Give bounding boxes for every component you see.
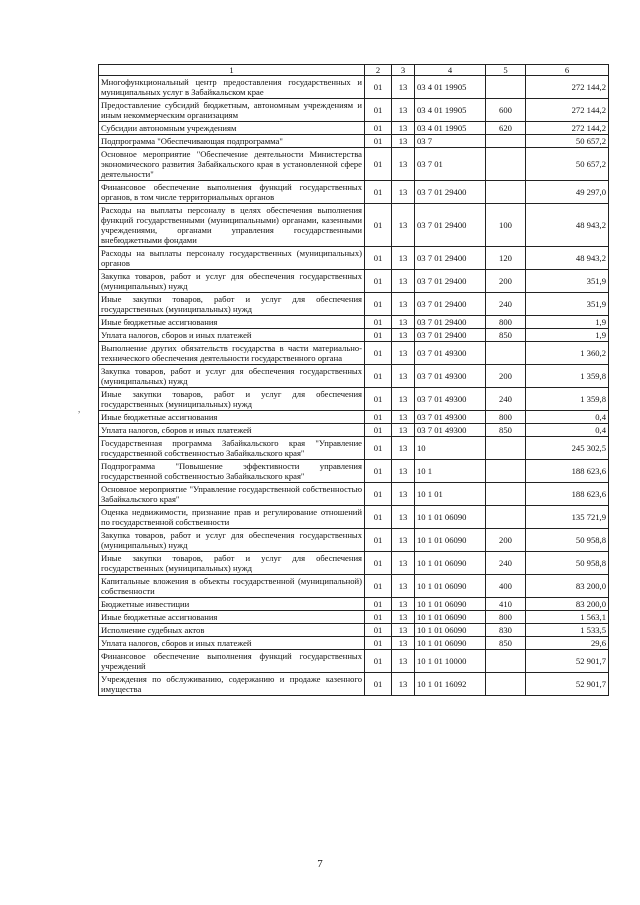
row-code-cell: 03 4 01 19905 bbox=[415, 99, 486, 122]
row-amount-cell: 50 958,8 bbox=[526, 529, 609, 552]
table-row bbox=[99, 437, 609, 460]
row-type-cell: 850 bbox=[486, 424, 526, 437]
row-code-cell: 10 1 bbox=[415, 460, 486, 483]
row-section-cell: 01 bbox=[365, 99, 392, 122]
row-subsection-cell: 13 bbox=[392, 460, 415, 483]
row-subsection-cell: 13 bbox=[392, 483, 415, 506]
table-row bbox=[99, 411, 609, 424]
row-code-cell: 03 7 01 49300 bbox=[415, 424, 486, 437]
row-amount-cell: 52 901,7 bbox=[526, 650, 609, 673]
row-subsection-cell: 13 bbox=[392, 99, 415, 122]
table-row bbox=[99, 293, 609, 316]
row-name-cell: Многофункциональный центр предоставления государственных и муниципальных услуг в Забайкальском крае bbox=[99, 76, 365, 99]
row-subsection-cell: 13 bbox=[392, 293, 415, 316]
row-amount-cell: 48 943,2 bbox=[526, 247, 609, 270]
row-subsection-cell: 13 bbox=[392, 388, 415, 411]
table-header-row bbox=[99, 65, 609, 76]
row-amount-cell: 1 563,1 bbox=[526, 611, 609, 624]
row-name-cell: Выполнение других обязательств государства в части материально-технического обеспечения деятельности государственного органа bbox=[99, 342, 365, 365]
row-code-cell: 10 bbox=[415, 437, 486, 460]
row-section-cell: 01 bbox=[365, 365, 392, 388]
row-subsection-cell: 13 bbox=[392, 575, 415, 598]
row-type-cell: 600 bbox=[486, 99, 526, 122]
row-type-cell: 850 bbox=[486, 637, 526, 650]
table-body bbox=[99, 76, 609, 696]
row-section-cell: 01 bbox=[365, 329, 392, 342]
row-section-cell: 01 bbox=[365, 122, 392, 135]
row-type-cell: 120 bbox=[486, 247, 526, 270]
row-section-cell: 01 bbox=[365, 76, 392, 99]
page-number: 7 bbox=[317, 858, 323, 870]
row-name-cell: Иные закупки товаров, работ и услуг для обеспечения государственных (муниципальных) нужд bbox=[99, 552, 365, 575]
row-name-cell: Основное мероприятие "Управление государственной собственностью Забайкальского края" bbox=[99, 483, 365, 506]
row-subsection-cell: 13 bbox=[392, 411, 415, 424]
row-subsection-cell: 13 bbox=[392, 637, 415, 650]
row-type-cell bbox=[486, 148, 526, 181]
table-row bbox=[99, 506, 609, 529]
row-name-cell: Оценка недвижимости, признание прав и регулирование отношений по государственной собственности bbox=[99, 506, 365, 529]
row-subsection-cell: 13 bbox=[392, 624, 415, 637]
table-row bbox=[99, 270, 609, 293]
row-type-cell: 200 bbox=[486, 270, 526, 293]
row-amount-cell: 50 958,8 bbox=[526, 552, 609, 575]
table-row bbox=[99, 650, 609, 673]
row-code-cell: 10 1 01 bbox=[415, 483, 486, 506]
row-amount-cell: 0,4 bbox=[526, 424, 609, 437]
table-row bbox=[99, 135, 609, 148]
table-row bbox=[99, 122, 609, 135]
row-section-cell: 01 bbox=[365, 148, 392, 181]
table-row bbox=[99, 204, 609, 247]
row-code-cell: 03 4 01 19905 bbox=[415, 76, 486, 99]
table-row bbox=[99, 598, 609, 611]
row-code-cell: 03 7 01 49300 bbox=[415, 365, 486, 388]
row-section-cell: 01 bbox=[365, 575, 392, 598]
row-type-cell bbox=[486, 135, 526, 148]
row-amount-cell: 52 901,7 bbox=[526, 673, 609, 696]
row-section-cell: 01 bbox=[365, 460, 392, 483]
row-subsection-cell: 13 bbox=[392, 424, 415, 437]
row-type-cell: 400 bbox=[486, 575, 526, 598]
row-amount-cell: 29,6 bbox=[526, 637, 609, 650]
row-name-cell: Иные закупки товаров, работ и услуг для обеспечения государственных (муниципальных) нужд bbox=[99, 293, 365, 316]
row-subsection-cell: 13 bbox=[392, 552, 415, 575]
row-amount-cell: 135 721,9 bbox=[526, 506, 609, 529]
row-section-cell: 01 bbox=[365, 624, 392, 637]
row-amount-cell: 188 623,6 bbox=[526, 483, 609, 506]
row-amount-cell: 83 200,0 bbox=[526, 598, 609, 611]
row-section-cell: 01 bbox=[365, 316, 392, 329]
row-code-cell: 10 1 01 06090 bbox=[415, 506, 486, 529]
row-code-cell: 10 1 01 06090 bbox=[415, 637, 486, 650]
row-subsection-cell: 13 bbox=[392, 650, 415, 673]
table-row bbox=[99, 460, 609, 483]
row-code-cell: 10 1 01 06090 bbox=[415, 529, 486, 552]
row-subsection-cell: 13 bbox=[392, 342, 415, 365]
row-code-cell: 10 1 01 06090 bbox=[415, 624, 486, 637]
row-name-cell: Иные закупки товаров, работ и услуг для обеспечения государственных (муниципальных) нужд bbox=[99, 388, 365, 411]
stray-pen-mark: , bbox=[78, 404, 81, 414]
row-subsection-cell: 13 bbox=[392, 673, 415, 696]
row-amount-cell: 245 302,5 bbox=[526, 437, 609, 460]
row-code-cell: 03 7 01 29400 bbox=[415, 316, 486, 329]
row-name-cell: Уплата налогов, сборов и иных платежей bbox=[99, 424, 365, 437]
header-cell: 5 bbox=[486, 65, 526, 76]
row-type-cell: 240 bbox=[486, 552, 526, 575]
row-section-cell: 01 bbox=[365, 342, 392, 365]
table-row bbox=[99, 552, 609, 575]
row-type-cell: 200 bbox=[486, 365, 526, 388]
row-name-cell: Подпрограмма "Обеспечивающая подпрограмма" bbox=[99, 135, 365, 148]
row-amount-cell: 1 533,5 bbox=[526, 624, 609, 637]
budget-table bbox=[98, 64, 609, 696]
table-row bbox=[99, 76, 609, 99]
row-section-cell: 01 bbox=[365, 598, 392, 611]
row-subsection-cell: 13 bbox=[392, 148, 415, 181]
row-amount-cell: 1,9 bbox=[526, 329, 609, 342]
row-subsection-cell: 13 bbox=[392, 437, 415, 460]
row-section-cell: 01 bbox=[365, 411, 392, 424]
row-subsection-cell: 13 bbox=[392, 270, 415, 293]
row-type-cell: 850 bbox=[486, 329, 526, 342]
row-section-cell: 01 bbox=[365, 611, 392, 624]
table-row bbox=[99, 316, 609, 329]
row-code-cell: 03 4 01 19905 bbox=[415, 122, 486, 135]
row-name-cell: Расходы на выплаты персоналу в целях обеспечения выполнения функций государственными (муниципальными) органами, казенными учреждениями, органами управления государственными внебюджетными фондами bbox=[99, 204, 365, 247]
row-type-cell: 240 bbox=[486, 293, 526, 316]
row-amount-cell: 351,9 bbox=[526, 270, 609, 293]
row-type-cell bbox=[486, 342, 526, 365]
table-row bbox=[99, 342, 609, 365]
row-type-cell bbox=[486, 460, 526, 483]
row-section-cell: 01 bbox=[365, 552, 392, 575]
row-type-cell: 800 bbox=[486, 316, 526, 329]
header-cell: 2 bbox=[365, 65, 392, 76]
row-name-cell: Расходы на выплаты персоналу государственных (муниципальных) органов bbox=[99, 247, 365, 270]
row-section-cell: 01 bbox=[365, 388, 392, 411]
row-amount-cell: 272 144,2 bbox=[526, 99, 609, 122]
row-name-cell: Финансовое обеспечение выполнения функций государственных органов, в том числе территориальных органов bbox=[99, 181, 365, 204]
row-type-cell bbox=[486, 437, 526, 460]
row-section-cell: 01 bbox=[365, 483, 392, 506]
row-name-cell: Государственная программа Забайкальского края "Управление государственной собственностью Забайкальского края" bbox=[99, 437, 365, 460]
row-code-cell: 03 7 01 49300 bbox=[415, 388, 486, 411]
row-section-cell: 01 bbox=[365, 437, 392, 460]
row-type-cell bbox=[486, 181, 526, 204]
row-amount-cell: 351,9 bbox=[526, 293, 609, 316]
row-section-cell: 01 bbox=[365, 424, 392, 437]
row-name-cell: Иные бюджетные ассигнования bbox=[99, 316, 365, 329]
row-code-cell: 03 7 01 49300 bbox=[415, 411, 486, 424]
table-row bbox=[99, 611, 609, 624]
row-section-cell: 01 bbox=[365, 270, 392, 293]
row-section-cell: 01 bbox=[365, 135, 392, 148]
row-section-cell: 01 bbox=[365, 650, 392, 673]
row-name-cell: Исполнение судебных актов bbox=[99, 624, 365, 637]
row-name-cell: Субсидии автономным учреждениям bbox=[99, 122, 365, 135]
row-type-cell bbox=[486, 76, 526, 99]
table-row bbox=[99, 624, 609, 637]
row-section-cell: 01 bbox=[365, 247, 392, 270]
row-subsection-cell: 13 bbox=[392, 329, 415, 342]
row-name-cell: Иные бюджетные ассигнования bbox=[99, 411, 365, 424]
row-name-cell: Бюджетные инвестиции bbox=[99, 598, 365, 611]
row-type-cell: 800 bbox=[486, 411, 526, 424]
row-subsection-cell: 13 bbox=[392, 598, 415, 611]
row-name-cell: Предоставление субсидий бюджетным, автономным учреждениям и иным некоммерческим организациям bbox=[99, 99, 365, 122]
row-code-cell: 10 1 01 10000 bbox=[415, 650, 486, 673]
row-subsection-cell: 13 bbox=[392, 316, 415, 329]
row-code-cell: 03 7 01 49300 bbox=[415, 342, 486, 365]
row-code-cell: 10 1 01 06090 bbox=[415, 552, 486, 575]
row-name-cell: Уплата налогов, сборов и иных платежей bbox=[99, 329, 365, 342]
row-code-cell: 10 1 01 06090 bbox=[415, 611, 486, 624]
row-code-cell: 03 7 01 29400 bbox=[415, 293, 486, 316]
row-type-cell bbox=[486, 650, 526, 673]
row-code-cell: 03 7 01 29400 bbox=[415, 204, 486, 247]
row-subsection-cell: 13 bbox=[392, 529, 415, 552]
row-name-cell: Закупка товаров, работ и услуг для обеспечения государственных (муниципальных) нужд bbox=[99, 529, 365, 552]
row-amount-cell: 50 657,2 bbox=[526, 135, 609, 148]
row-amount-cell: 1 359,8 bbox=[526, 365, 609, 388]
row-section-cell: 01 bbox=[365, 293, 392, 316]
table-row bbox=[99, 424, 609, 437]
table-row bbox=[99, 483, 609, 506]
row-section-cell: 01 bbox=[365, 529, 392, 552]
row-code-cell: 10 1 01 06090 bbox=[415, 598, 486, 611]
table-row bbox=[99, 247, 609, 270]
table-row bbox=[99, 99, 609, 122]
row-amount-cell: 83 200,0 bbox=[526, 575, 609, 598]
row-amount-cell: 1 359,8 bbox=[526, 388, 609, 411]
row-name-cell: Иные бюджетные ассигнования bbox=[99, 611, 365, 624]
header-cell: 4 bbox=[415, 65, 486, 76]
row-amount-cell: 1 360,2 bbox=[526, 342, 609, 365]
row-type-cell: 100 bbox=[486, 204, 526, 247]
row-type-cell bbox=[486, 506, 526, 529]
table-row bbox=[99, 529, 609, 552]
row-code-cell: 03 7 01 29400 bbox=[415, 181, 486, 204]
table-row bbox=[99, 329, 609, 342]
row-type-cell bbox=[486, 483, 526, 506]
table-row bbox=[99, 365, 609, 388]
row-name-cell: Закупка товаров, работ и услуг для обеспечения государственных (муниципальных) нужд bbox=[99, 270, 365, 293]
row-amount-cell: 272 144,2 bbox=[526, 122, 609, 135]
row-code-cell: 03 7 01 29400 bbox=[415, 247, 486, 270]
row-type-cell: 800 bbox=[486, 611, 526, 624]
row-type-cell: 200 bbox=[486, 529, 526, 552]
table-row bbox=[99, 148, 609, 181]
row-type-cell: 410 bbox=[486, 598, 526, 611]
table-row bbox=[99, 575, 609, 598]
row-code-cell: 10 1 01 16092 bbox=[415, 673, 486, 696]
table-row bbox=[99, 181, 609, 204]
row-amount-cell: 1,9 bbox=[526, 316, 609, 329]
row-amount-cell: 50 657,2 bbox=[526, 148, 609, 181]
row-subsection-cell: 13 bbox=[392, 135, 415, 148]
row-subsection-cell: 13 bbox=[392, 365, 415, 388]
row-subsection-cell: 13 bbox=[392, 122, 415, 135]
row-type-cell: 240 bbox=[486, 388, 526, 411]
row-amount-cell: 48 943,2 bbox=[526, 204, 609, 247]
row-code-cell: 03 7 01 29400 bbox=[415, 270, 486, 293]
row-subsection-cell: 13 bbox=[392, 76, 415, 99]
row-name-cell: Финансовое обеспечение выполнения функций государственных учреждений bbox=[99, 650, 365, 673]
table-row bbox=[99, 637, 609, 650]
row-section-cell: 01 bbox=[365, 181, 392, 204]
row-section-cell: 01 bbox=[365, 204, 392, 247]
row-subsection-cell: 13 bbox=[392, 506, 415, 529]
table-row bbox=[99, 673, 609, 696]
row-subsection-cell: 13 bbox=[392, 181, 415, 204]
row-type-cell bbox=[486, 673, 526, 696]
row-name-cell: Закупка товаров, работ и услуг для обеспечения государственных (муниципальных) нужд bbox=[99, 365, 365, 388]
row-amount-cell: 0,4 bbox=[526, 411, 609, 424]
row-subsection-cell: 13 bbox=[392, 611, 415, 624]
row-type-cell: 620 bbox=[486, 122, 526, 135]
row-name-cell: Основное мероприятие "Обеспечение деятельности Министерства экономического развития Забайкальского края в установленной сфере деятельности" bbox=[99, 148, 365, 181]
row-name-cell: Капитальные вложения в объекты государственной (муниципальной) собственности bbox=[99, 575, 365, 598]
row-code-cell: 10 1 01 06090 bbox=[415, 575, 486, 598]
row-amount-cell: 188 623,6 bbox=[526, 460, 609, 483]
row-type-cell: 830 bbox=[486, 624, 526, 637]
row-code-cell: 03 7 bbox=[415, 135, 486, 148]
row-name-cell: Уплата налогов, сборов и иных платежей bbox=[99, 637, 365, 650]
row-section-cell: 01 bbox=[365, 506, 392, 529]
row-section-cell: 01 bbox=[365, 637, 392, 650]
row-code-cell: 03 7 01 29400 bbox=[415, 329, 486, 342]
row-name-cell: Подпрограмма "Повышение эффективности управления государственной собственностью Забайкальского края" bbox=[99, 460, 365, 483]
table-row bbox=[99, 388, 609, 411]
row-section-cell: 01 bbox=[365, 673, 392, 696]
row-subsection-cell: 13 bbox=[392, 204, 415, 247]
row-amount-cell: 49 297,0 bbox=[526, 181, 609, 204]
header-cell: 3 bbox=[392, 65, 415, 76]
row-subsection-cell: 13 bbox=[392, 247, 415, 270]
row-amount-cell: 272 144,2 bbox=[526, 76, 609, 99]
row-name-cell: Учреждения по обслуживанию, содержанию и продаже казенного имущества bbox=[99, 673, 365, 696]
header-cell: 6 bbox=[526, 65, 609, 76]
header-cell: 1 bbox=[99, 65, 365, 76]
row-code-cell: 03 7 01 bbox=[415, 148, 486, 181]
